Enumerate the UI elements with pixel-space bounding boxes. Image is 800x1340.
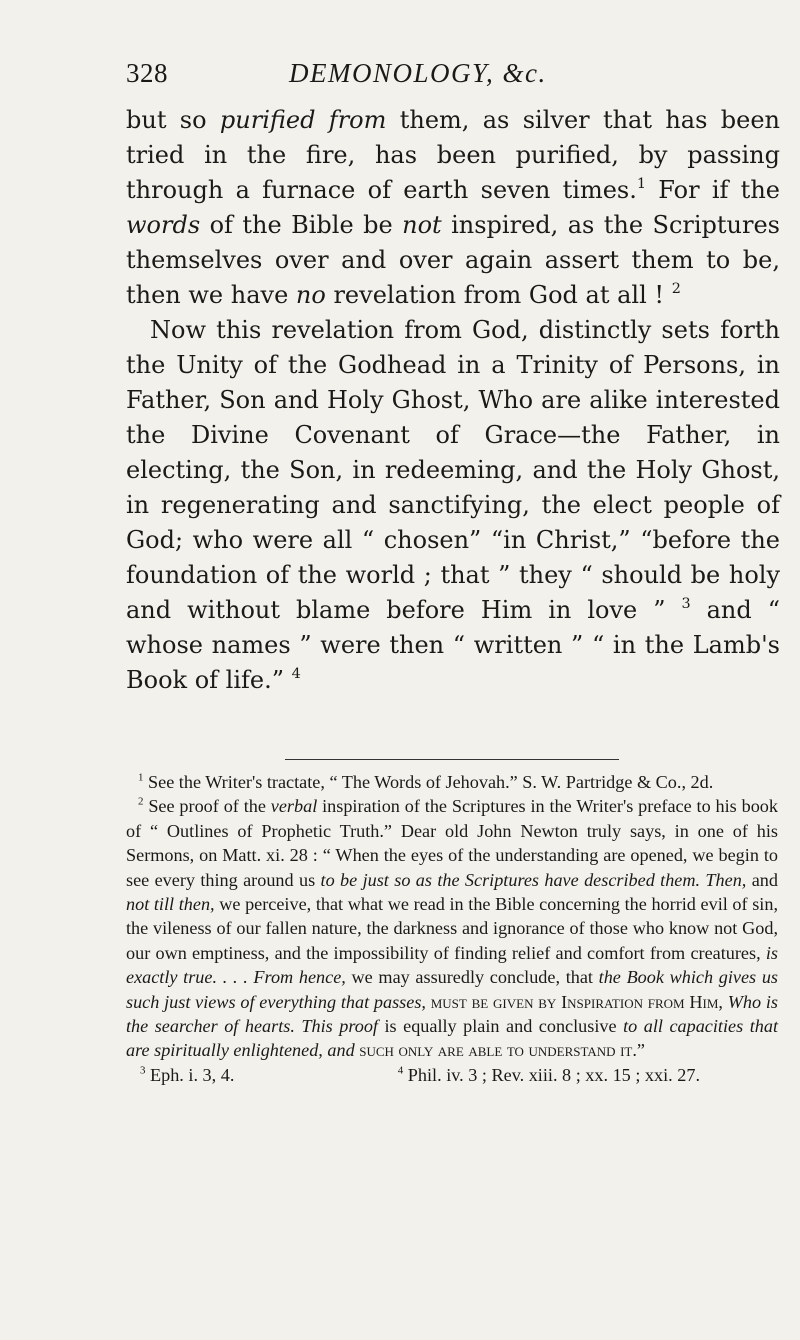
text-run: we may assuredly conclude, that <box>345 967 599 988</box>
italic-run: to all capacities that are spiritually enlightened, and <box>126 1016 778 1061</box>
italic-run: is exactly true. . . . From hence, <box>126 942 778 988</box>
paragraph-2 <box>126 313 780 698</box>
running-title: DEMONOLOGY, <box>289 58 495 88</box>
italic-run: not <box>402 211 442 239</box>
text-run: See proof of the <box>143 796 271 817</box>
italic-run: the Book which gives us such just views of everything that passes, <box>126 967 778 1012</box>
main-text <box>126 103 780 698</box>
text-run: but so <box>126 106 220 134</box>
small-caps-run: such only are able to understand it.” <box>354 1040 645 1061</box>
text-run: inspired, as the Scriptures themselves over and over again assert them to be, then we have <box>126 211 780 309</box>
italic-run: words <box>126 211 201 239</box>
footnote-text: See the Writer's tractate, “ The Words of Jehovah.” S. W. Partridge & Co., 2d. <box>143 772 714 792</box>
text-run: of the Bible be <box>200 211 403 239</box>
footnote-text: Phil. iv. 3 ; Rev. xiii. 8 ; xx. 15 ; xxi. 27. <box>403 1064 700 1085</box>
italic-run: no <box>295 281 326 309</box>
footnote-ref-4[interactable]: 4 <box>291 665 301 682</box>
text-run: and “ whose names ” were then “ written ” “ in the Lamb's Book of life.” <box>126 596 781 694</box>
footnote-number: 1 <box>138 771 144 784</box>
footnote-divider <box>285 759 619 760</box>
footnote-ref-3[interactable]: 3 <box>681 595 691 612</box>
footnote-ref-2[interactable]: 2 <box>671 280 681 297</box>
footnote-number: 3 <box>140 1064 146 1077</box>
text-run: Now this revelation from God, distinctly sets forth the Unity of the Godhead in a Trinity of Persons, in Father, Son and Holy Ghost, Who are alike interested the Divine Covenant of Grace—the Father, in electing, the Son, in redeeming, and the Holy Ghost, in regenerating and sanctifying, the elect people of God; who were all “ chosen” “in Christ,” “before the foundation of the world ; that ” they “ should be holy and without blame before Him in love ” <box>126 316 780 624</box>
italic-run: to be just so as the Scriptures have described them. Then, <box>320 869 747 890</box>
footnote-number: 2 <box>138 795 144 808</box>
italic-run: purified from <box>219 106 387 134</box>
text-run: we perceive, that what we read in the Bible concerning the horrid evil of sin, the vileness of our fallen nature, the darkness and ignorance of those who know not God, our own emptiness, and the impossibility of finding relief and comfort from creatures, <box>126 894 778 963</box>
italic-run: Who is the searcher of hearts. This proof <box>126 991 778 1037</box>
text-run: is equally plain and conclusive <box>377 1016 624 1037</box>
footnote-text: Eph. i. 3, 4. <box>145 1064 235 1085</box>
paragraph-1 <box>126 103 780 313</box>
page-header <box>126 58 776 92</box>
text-run: and <box>746 869 778 890</box>
small-caps-run: must be given by Inspiration from Him, <box>425 991 728 1012</box>
running-title-suffix: &c. <box>502 58 547 88</box>
text-run: them, as silver that has been tried in the fire, has been purified, by passing through a furnace of earth seven times. <box>126 106 781 204</box>
footnote-2 <box>126 794 778 1062</box>
italic-run: not till then, <box>126 894 215 915</box>
footnote-3 <box>140 1063 234 1087</box>
page-number: 328 <box>126 58 168 88</box>
footnote-4 <box>398 1063 700 1087</box>
italic-run: verbal <box>270 796 318 817</box>
text-run: inspiration of the Scriptures in the Writer's preface to his book of “ Outlines of Prophetic Truth.” Dear old John Newton truly says, in one of his Sermons, on Matt. xi. 28 : “ When the eyes of the understanding are opened, we begin to see every thing around us <box>126 796 778 890</box>
text-run: revelation from God at all ! <box>325 281 672 309</box>
footnote-ref-1[interactable]: 1 <box>636 175 647 192</box>
footnote-3-4-row <box>140 1063 700 1087</box>
running-head <box>289 58 547 89</box>
footnote-1 <box>126 770 778 794</box>
footnotes <box>126 770 778 1087</box>
text-run: For if the <box>646 176 780 204</box>
footnote-number: 4 <box>397 1064 404 1077</box>
